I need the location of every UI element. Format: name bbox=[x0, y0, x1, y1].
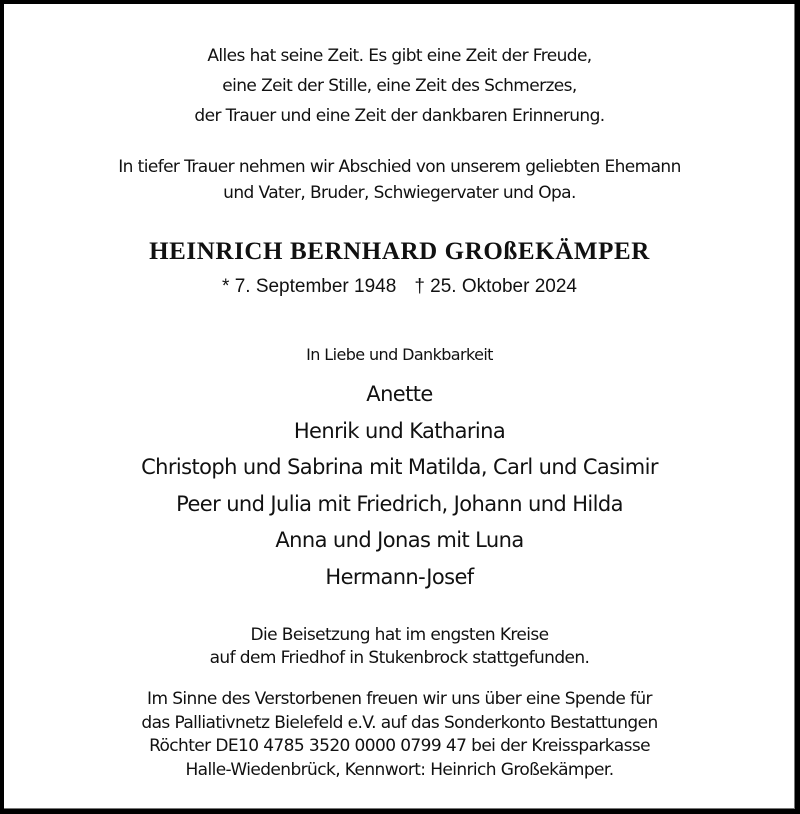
donation-line: das Palliativnetz Bielefeld e.V. auf das Sonderkonto Bestattungen bbox=[141, 712, 658, 733]
family-member: Anette bbox=[366, 382, 433, 406]
quote-line: Alles hat seine Zeit. Es gibt eine Zeit der Freude, bbox=[207, 46, 592, 66]
farewell-intro bbox=[4, 154, 795, 206]
donation-line: Röchter DE10 4785 3520 0000 0799 47 bei der Kreissparkasse bbox=[149, 736, 650, 756]
deceased-name: HEINRICH BERNHARD GROßEKÄMPER bbox=[149, 238, 650, 265]
death-date: † 25. Oktober 2024 bbox=[414, 276, 577, 297]
donation-note bbox=[4, 688, 795, 782]
intro-line: und Vater, Bruder, Schwiegervater und Opa. bbox=[223, 183, 576, 203]
family-member: Henrik und Katharina bbox=[293, 418, 506, 443]
family-member: Christoph und Sabrina mit Matilda, Carl und Casimir bbox=[141, 455, 658, 480]
donation-line: Halle-Wiedenbrück, Kennwort: Heinrich Großekämper. bbox=[185, 759, 614, 780]
quote-line: eine Zeit der Stille, eine Zeit des Schmerzes, bbox=[222, 76, 577, 96]
donation-line: Im Sinne des Verstorbenen freuen wir uns über eine Spende für bbox=[147, 689, 652, 709]
burial-note bbox=[4, 624, 795, 670]
burial-line: auf dem Friedhof in Stukenbrock stattgefunden. bbox=[209, 648, 590, 668]
burial-line: Die Beisetzung hat im engsten Kreise bbox=[250, 625, 549, 645]
thanks-label: In Liebe und Dankbarkeit bbox=[306, 345, 493, 364]
obituary-notice bbox=[4, 4, 795, 809]
family-list bbox=[4, 376, 795, 596]
family-member: Anna und Jonas mit Luna bbox=[275, 528, 524, 553]
opening-quote bbox=[4, 41, 795, 131]
family-member: Hermann-Josef bbox=[325, 564, 474, 589]
birth-date: * 7. September 1948 bbox=[222, 276, 397, 297]
life-dates bbox=[4, 274, 795, 300]
family-member: Peer und Julia mit Friedrich, Johann und Hilda bbox=[176, 491, 623, 516]
quote-line: der Trauer und eine Zeit der dankbaren Erinnerung. bbox=[194, 106, 605, 126]
intro-line: In tiefer Trauer nehmen wir Abschied von unserem geliebten Ehemann bbox=[118, 157, 681, 177]
